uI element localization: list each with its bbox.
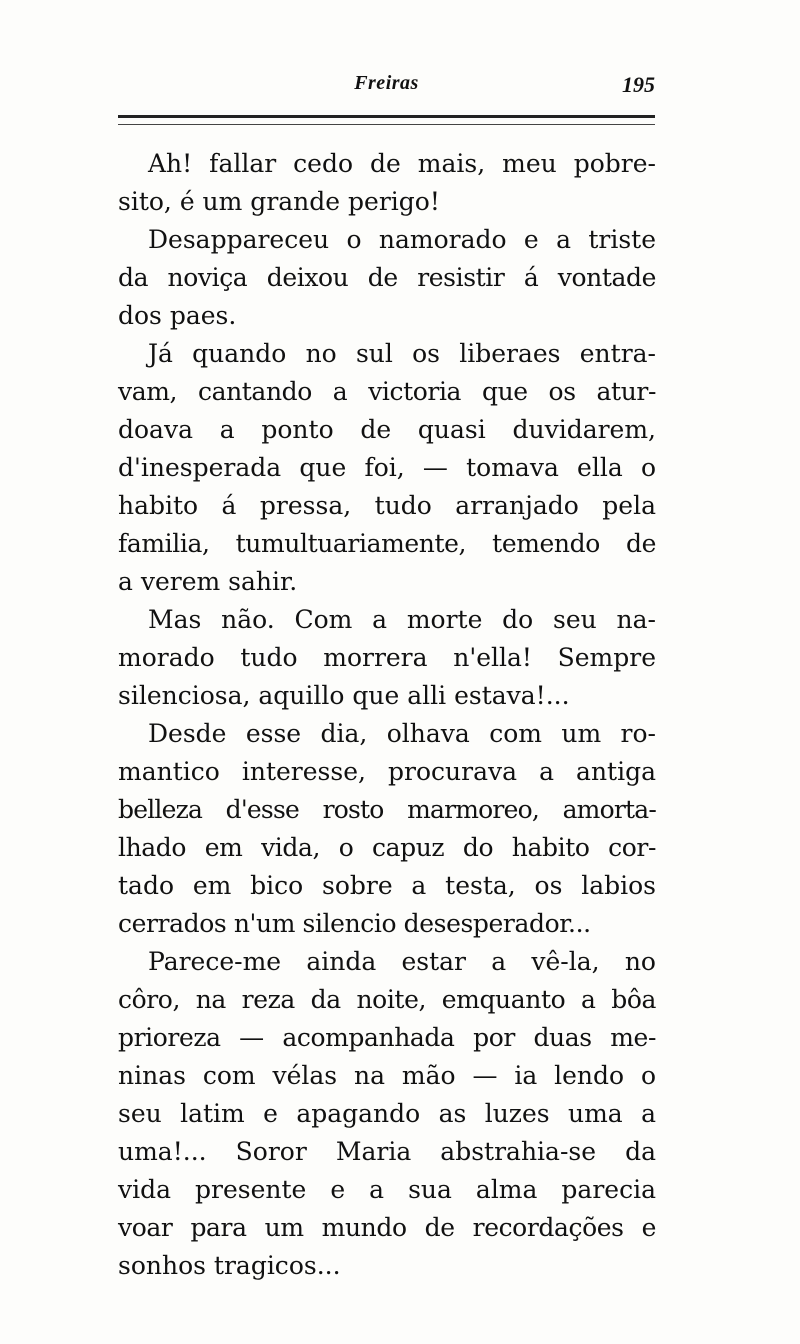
text-line: mantico interesse, procurava a antiga [118, 757, 656, 786]
running-title: Freiras [354, 72, 419, 94]
text-line: côro, na reza da noite, emquanto a bôa [118, 985, 656, 1014]
text-line: belleza d'esse rosto marmoreo, amorta- [118, 795, 656, 824]
text-line: seu latim e apagando as luzes uma a [118, 1099, 656, 1128]
text-line: voar para um mundo de recordações e [118, 1213, 656, 1242]
text-line: Já quando no sul os liberaes entra- [148, 339, 656, 368]
text-line: silenciosa, aquillo que alli estava!... [118, 681, 570, 710]
text-line: a verem sahir. [118, 567, 298, 596]
text-line: prioreza — acompanhada por duas me- [118, 1023, 656, 1052]
text-line: sonhos tragicos... [118, 1251, 341, 1280]
header-rule-thin [118, 124, 655, 125]
text-line: uma!... Soror Maria abstrahia-se da [118, 1137, 656, 1166]
text-line: habito á pressa, tudo arranjado pela [118, 491, 656, 520]
text-line: sito, é um grande perigo! [118, 187, 440, 216]
text-line: ninas com vélas na mão — ia lendo o [118, 1061, 656, 1090]
text-line: vam, cantando a victoria que os atur- [118, 377, 656, 406]
running-head [118, 72, 655, 104]
text-line: vida presente e a sua alma parecia [118, 1175, 656, 1204]
body-text [118, 145, 656, 1285]
text-line: lhado em vida, o capuz do habito cor- [118, 833, 656, 862]
text-line: cerrados n'um silencio desesperador... [118, 909, 591, 938]
text-line: d'inesperada que foi, — tomava ella o [118, 453, 656, 482]
text-line: morado tudo morrera n'ella! Sempre [118, 643, 656, 672]
page-number: 195 [622, 72, 655, 97]
text-line: Desde esse dia, olhava com um ro- [148, 719, 656, 748]
text-line: Desappareceu o namorado e a triste [148, 225, 656, 254]
text-line: dos paes. [118, 301, 237, 330]
text-line: Mas não. Com a morte do seu na- [148, 605, 656, 634]
text-line: Ah! fallar cedo de mais, meu pobre- [148, 149, 656, 178]
text-line: tado em bico sobre a testa, os labios [118, 871, 656, 900]
header-rule-thick [118, 115, 655, 118]
text-line: da noviça deixou de resistir á vontade [118, 263, 656, 292]
text-line: Parece-me ainda estar a vê-la, no [148, 947, 656, 976]
text-line: doava a ponto de quasi duvidarem, [118, 415, 656, 444]
text-line: familia, tumultuariamente, temendo de [118, 529, 656, 558]
